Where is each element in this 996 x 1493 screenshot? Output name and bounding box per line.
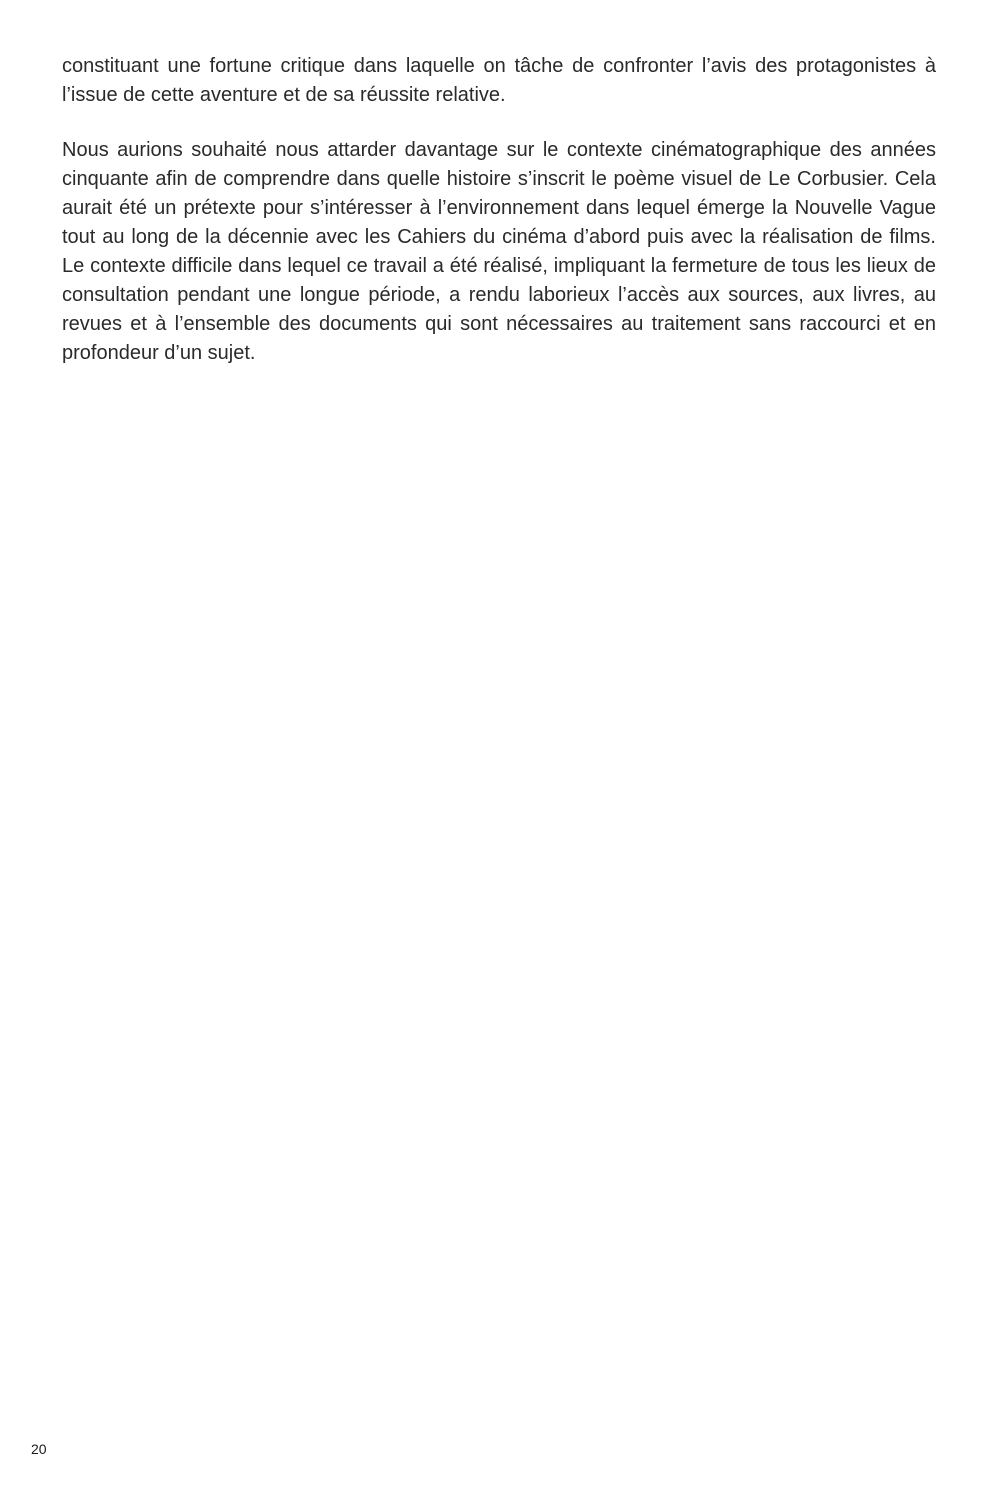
paragraph-2: Nous aurions souhaité nous attarder davantage sur le contexte cinématographique des années cinquante afin de comprendre dans quelle histoire s’inscrit le poème visuel de Le Corbusier. Cela aurait été un prétexte pour s’intéresser à l’environnement dans lequel émerge la Nouvelle Vague tout au long de la décennie avec les Cahiers du cinéma d’abord puis avec la réalisation de films. Le contexte difficile dans lequel ce travail a été réalisé, impliquant la fermeture de tous les lieux de consultation pendant une longue période, a rendu laborieux l’accès aux sources, aux livres, au revues et à l’ensemble des documents qui sont nécessaires au traitement sans raccourci et en profondeur d’un sujet. <box>62 139 936 364</box>
page-number: 20 <box>31 1441 47 1457</box>
body-text <box>62 52 936 394</box>
paragraph-1: constituant une fortune critique dans laquelle on tâche de confronter l’avis des protagonistes à l’issue de cette aventure et de sa réussite relative. <box>62 55 936 106</box>
